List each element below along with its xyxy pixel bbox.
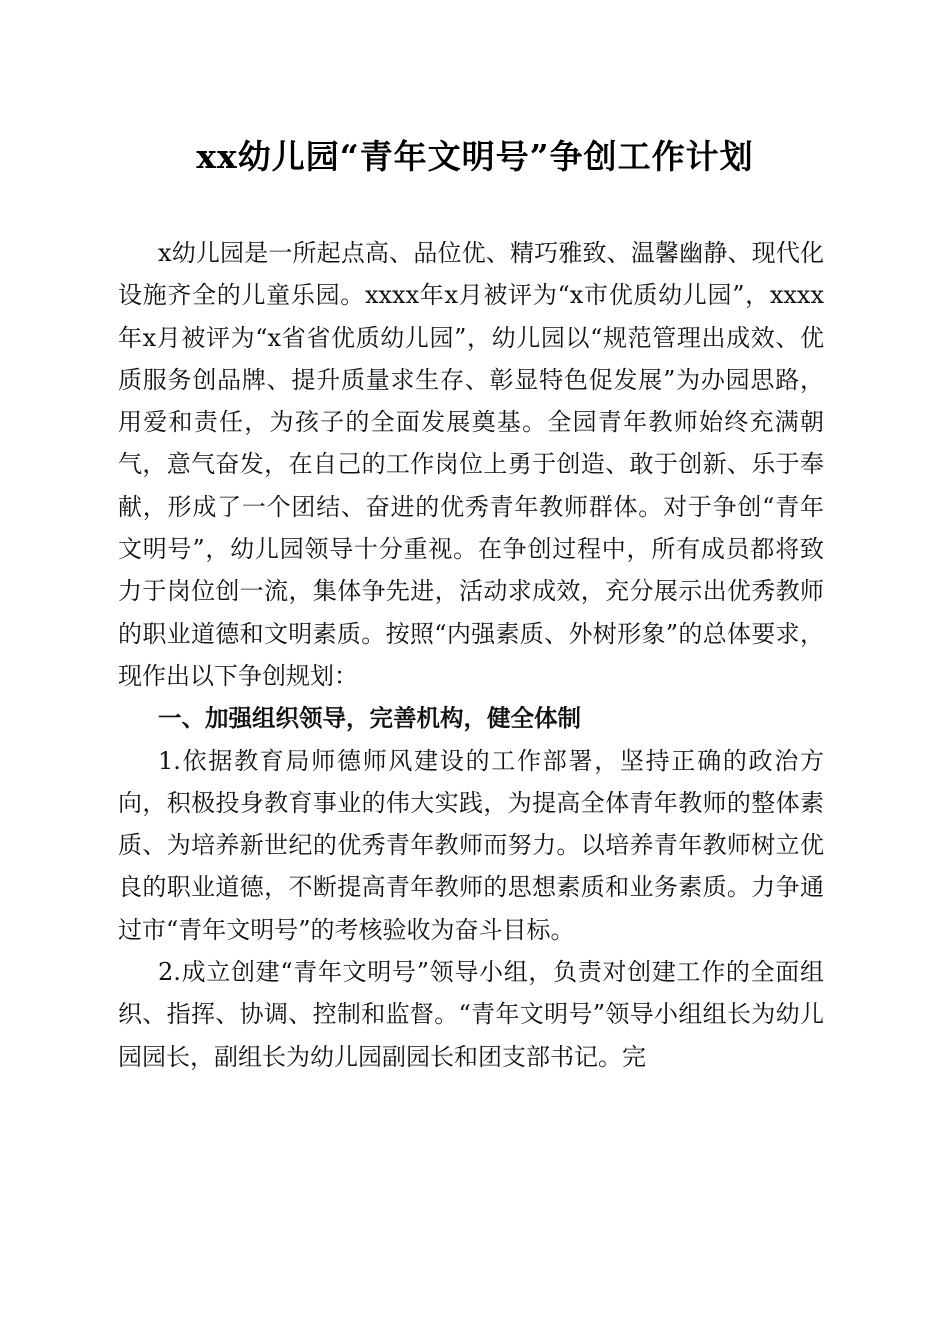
document-title: xx幼儿园“青年文明号”争创工作计划 bbox=[196, 137, 754, 176]
section-heading: 一、加强组织领导，完善机构，健全体制 bbox=[158, 704, 581, 733]
document-body bbox=[118, 232, 824, 1078]
item-2-paragraph: 2.成立创建“青年文明号”领导小组，负责对创建工作的全面组织、指挥、协调、控制和监督。“青年文明号”领导小组组长为幼儿园园长，副组长为幼儿园副园长和团支部书记。完 bbox=[118, 958, 824, 1071]
intro-paragraph: x幼儿园是一所起点高、品位优、精巧雅致、温馨幽静、现代化设施齐全的儿童乐园。xxxx年x月被评为“x市优质幼儿园”，xxxx年x月被评为“x省省优质幼儿园”，幼儿园以“规范管理出成效、优质服务创品牌、提升质量求生存、彰显特色促发展”为办园思路，用爱和责任，为孩子的全面发展奠基。全园青年教师始终充满朝气，意气奋发，在自己的工作岗位上勇于创造、敢于创新、乐于奉献，形成了一个团结、奋进的优秀青年教师群体。对于争创“青年文明号”，幼儿园领导十分重视。在争创过程中，所有成员都将致力于岗位创一流，集体争先进，活动求成效，充分展示出优秀教师的职业道德和文明素质。按照“内强素质、外树形象”的总体要求，现作出以下争创规划： bbox=[118, 239, 824, 690]
item-1-paragraph: 1.依据教育局师德师风建设的工作部署，坚持正确的政治方向，积极投身教育事业的伟大实践，为提高全体青年教师的整体素质、为培养新世纪的优秀青年教师而努力。以培养青年教师树立优良的职业道德，不断提高青年教师的思想素质和业务素质。力争通过市“青年文明号”的考核验收为奋斗目标。 bbox=[118, 746, 824, 944]
